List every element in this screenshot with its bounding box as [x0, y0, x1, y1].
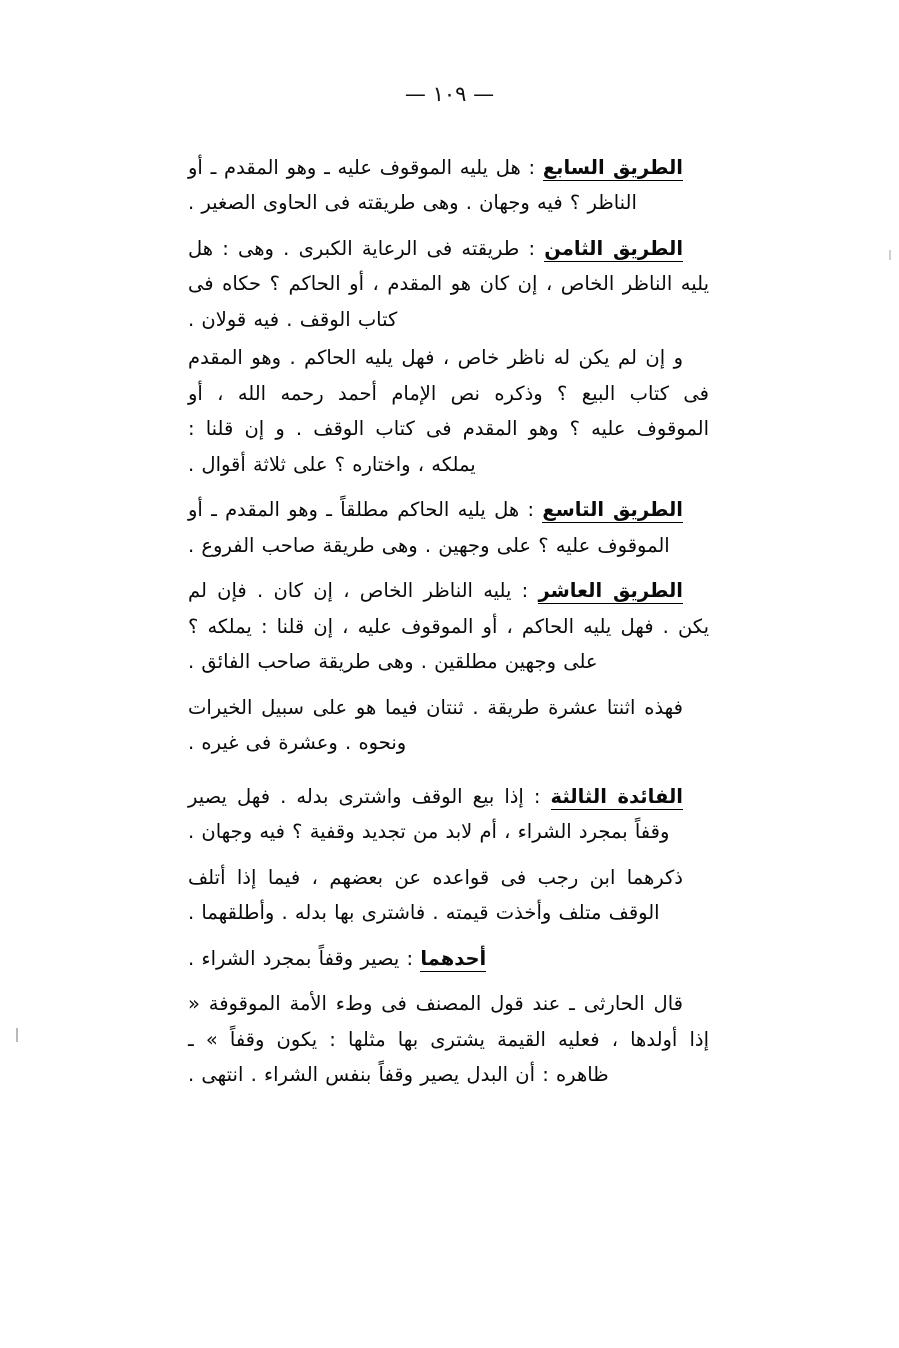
paragraph-ibn-rajab — [188, 860, 709, 931]
paragraph-text: : هل يليه الحاكم مطلقاً ـ وهو المقدم ـ أو الموقوف عليه ؟ على وجهين . وهى طريقة صاحب الفروع . — [188, 498, 670, 557]
paragraph-tariq-tasi — [188, 492, 709, 563]
paragraph-lead-label: أحدهما — [420, 946, 487, 970]
body-text-column — [188, 150, 709, 1096]
paragraph-text: فهذه اثنتا عشرة طريقة . ثنتان فيما هو على سبيل الخيرات ونحوه . وعشرة فى غيره . — [188, 695, 683, 755]
paragraph-summary — [188, 690, 709, 761]
paragraph-harithi — [188, 986, 709, 1092]
paragraph-tariq-thamin — [188, 231, 709, 337]
paragraph-text: : هل يليه الموقوف عليه ـ وهو المقدم ـ أو الناظر ؟ فيه وجهان . وهى طريقته فى الحاوى الصغير . — [188, 156, 637, 215]
paragraph-text: : طريقته فى الرعاية الكبرى . وهى : هل يليه الناظر الخاص ، إن كان هو المقدم ، أو الحاكم ؟ حكاه فى كتاب الوقف . فيه قولان . — [188, 236, 709, 331]
paragraph-ahaduhuma — [188, 941, 709, 976]
paragraph-tariq-ashir — [188, 573, 709, 679]
paragraph-tariq-sabi — [188, 150, 709, 221]
paragraph-text: : إذا بيع الوقف واشترى بدله . فهل يصير وقفاً بمجرد الشراء ، أم لابد من تجديد وقفية ؟ فيه وجهان . — [188, 784, 670, 844]
paragraph-text: و إن لم يكن له ناظر خاص ، فهل يليه الحاكم . وهو المقدم فى كتاب البيع ؟ وذكره نص الإمام أحمد رحمه الله ، أو الموقوف عليه ؟ وهو المقدم فى كتاب الوقف . و إن قلنا : يملكه ، واختاره ؟ على ثلاثة أقوال . — [188, 346, 709, 476]
paragraph-lead-label: الطريق السابع — [542, 156, 683, 179]
paragraph-lead-label: الطريق التاسع — [542, 498, 683, 522]
page-number: — ١٠٩ — — [404, 82, 495, 106]
paragraph-lead-label: الطريق العاشر — [538, 579, 683, 603]
paragraph-text: قال الحارثى ـ عند قول المصنف فى وطء الأمة الموقوفة « إذا أولدها ، فعليه القيمة يشترى بها مثلها : يكون وقفاً » ـ ظاهره : أن البدل يصير وقفاً بنفس الشراء . انتهى . — [188, 992, 709, 1087]
paragraph-lead-label: الطريق الثامن — [544, 236, 683, 260]
paragraph-lead-label: الفائدة الثالثة — [550, 784, 683, 808]
paragraph-text: ذكرهما ابن رجب فى قواعده عن بعضهم ، فيما إذا أتلف الوقف متلف وأخذت قيمته . فاشترى بها بدله . وأطلقهما . — [188, 865, 683, 925]
scan-edge-artifact-top — [889, 250, 891, 260]
paragraph-text: : يصير وقفاً بمجرد الشراء . — [188, 946, 421, 970]
paragraph-text: : يليه الناظر الخاص ، إن كان . فإن لم يكن . فهل يليه الحاكم ، أو الموقوف عليه ، إن قلنا : يملكه ؟ على وجهين مطلقين . وهى طريقة صاحب الفائق . — [188, 579, 709, 674]
paragraph-tariq-thamin-cont — [188, 340, 709, 482]
paragraph-faida-thalitha — [188, 779, 709, 850]
scan-edge-artifact — [16, 1028, 18, 1042]
